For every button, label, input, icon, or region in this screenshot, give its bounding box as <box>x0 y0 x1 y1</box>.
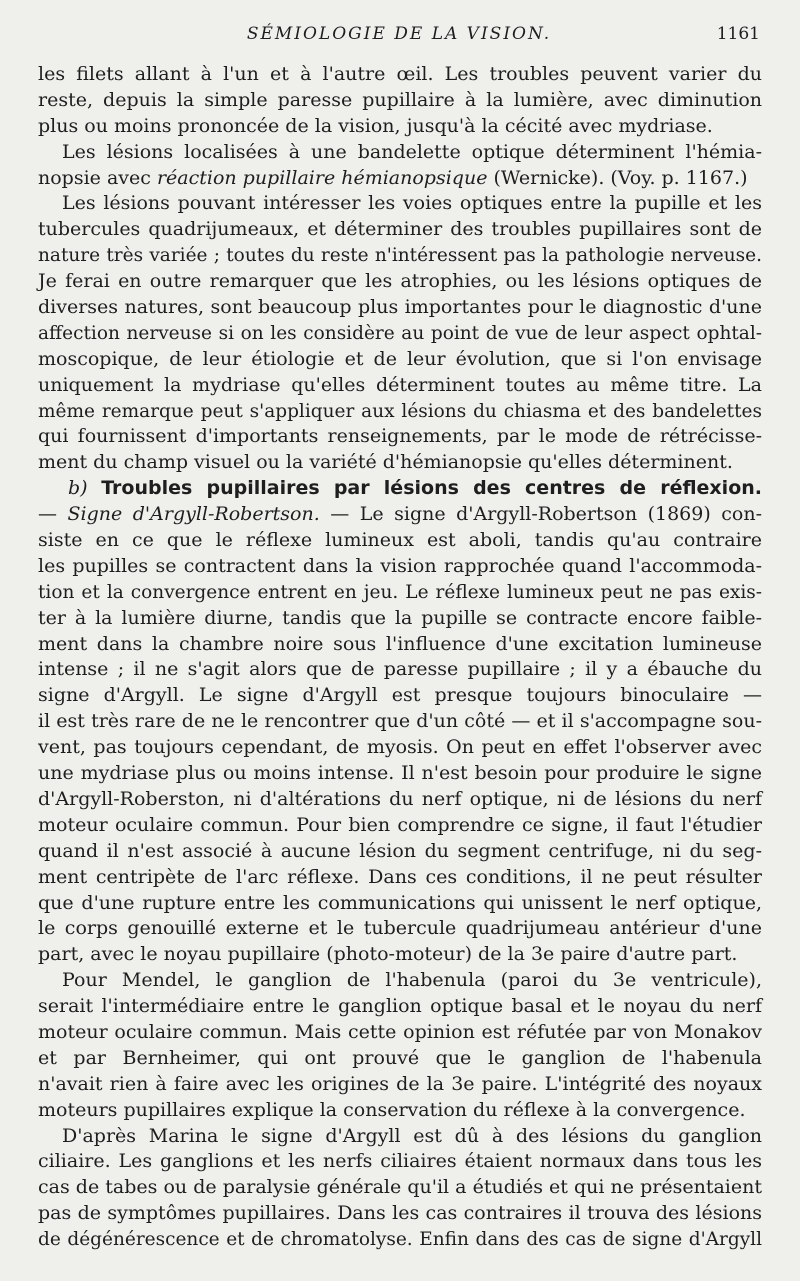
text-line: ter à la lumière diurne, tandis que la pupille se contracte encore faible- <box>38 606 762 629</box>
text-line: moteur oculaire commun. Pour bien comprendre ce signe, il faut l'étudier <box>38 813 762 836</box>
text-line: pas de symptômes pupillaires. Dans les cas contraires il trouva des lésions <box>38 1202 762 1225</box>
text-line: ment dans la chambre noire sous l'influence d'une excitation lumineuse <box>38 632 762 655</box>
text-line: n'avait rien à faire avec les origines de la 3e paire. L'intégrité des noyaux <box>38 1072 762 1095</box>
text-line: serait l'intermédiaire entre le ganglion optique basal et le noyau du nerf <box>38 995 762 1018</box>
text-run: — <box>38 503 68 526</box>
text-line: les pupilles se contractent dans la vision rapprochée quand l'accommoda- <box>38 554 762 577</box>
text-line: vent, pas toujours cependant, de myosis. On peut en effet l'observer avec <box>38 736 762 759</box>
text-line: signe d'Argyll. Le signe d'Argyll est presque toujours binoculaire — <box>38 684 762 707</box>
section-marker: b) <box>68 477 102 500</box>
page-body <box>38 62 762 1253</box>
text-line: Les lésions pouvant intéresser les voies optiques entre la pupille et les <box>62 192 762 215</box>
text-line: ciliaire. Les ganglions et les nerfs ciliaires étaient normaux dans tous les <box>38 1150 762 1173</box>
text-line: siste en ce que le réflexe lumineux est aboli, tandis qu'au contraire <box>38 529 762 552</box>
paragraph <box>38 968 762 1123</box>
text-line: affection nerveuse si on les considère au point de vue de leur aspect ophtal- <box>38 322 762 344</box>
paragraph <box>38 62 762 140</box>
paragraph <box>38 1124 762 1253</box>
text-line: Les lésions localisées à une bandelette optique déterminent l'hémia- <box>62 140 762 163</box>
running-title: SÉMIOLOGIE DE LA VISION. <box>246 24 552 44</box>
text-line: les filets allant à l'un et à l'autre œil. Les troubles peuvent varier du <box>38 63 762 85</box>
text-line: même remarque peut s'appliquer aux lésions du chiasma et des bandelettes <box>38 400 762 422</box>
text-line: nature très variée ; toutes du reste n'intéressent pas la pathologie nerveuse. <box>38 245 762 267</box>
paragraph <box>38 191 762 476</box>
text-line: Pour Mendel, le ganglion de l'habenula (paroi du 3e ventricule), <box>62 969 762 992</box>
page-header <box>38 24 760 54</box>
text-line: que d'une rupture entre les communications qui unissent le nerf optique, <box>38 891 762 914</box>
paragraph <box>38 476 762 968</box>
text-line: intense ; il ne s'agit alors que de paresse pupillaire ; il y a ébauche du <box>38 658 762 681</box>
text-line: reste, depuis la simple paresse pupillaire à la lumière, avec diminution <box>38 88 762 111</box>
text-line: moteurs pupillaires explique la conservation du réflexe à la convergence. <box>38 1098 746 1121</box>
section-heading-line <box>38 476 762 502</box>
text-line: ment du champ visuel ou la variété d'hémianopsie qu'elles déterminent. <box>38 451 733 474</box>
text-line: moscopique, de leur étiologie et de leur évolution, que si l'on envisage <box>38 347 762 370</box>
text-line: uniquement la mydriase qu'elles déterminent toutes au même titre. La <box>38 373 762 396</box>
text-line: et par Bernheimer, qui ont prouvé que le ganglion de l'habenula <box>38 1046 762 1069</box>
italic-term: réaction pupillaire hémianopsique <box>156 166 488 189</box>
text-line: tion et la convergence entrent en jeu. Le réflexe lumineux peut ne pas exis- <box>38 581 762 603</box>
page-number: 1161 <box>716 24 760 44</box>
text-line: qui fournissent d'importants renseignements, par le mode de rétrécisse- <box>38 425 762 448</box>
text-line: le corps genouillé externe et le tubercule quadrijumeau antérieur d'une <box>38 917 762 940</box>
text-line: diverses natures, sont beaucoup plus importantes pour le diagnostic d'une <box>38 296 762 319</box>
text-line: part, avec le noyau pupillaire (photo-moteur) de la 3e paire d'autre part. <box>38 943 738 966</box>
text-line: d'Argyll-Roberston, ni d'altérations du nerf optique, ni de lésions du nerf <box>38 787 762 810</box>
text-run: (Wernicke). (Voy. p. 1167.) <box>487 166 748 189</box>
text-line: il est très rare de ne le rencontrer que d'un côté — et il s'accompagne sou- <box>38 710 762 733</box>
text-line <box>38 502 762 528</box>
text-run: — Le signe d'Argyll-Robertson (1869) con- <box>319 503 762 526</box>
section-heading: Troubles pupillaires par lésions des centres de réflexion. <box>101 477 762 500</box>
text-line: ment centripète de l'arc réflexe. Dans ces conditions, il ne peut résulter <box>38 865 762 888</box>
text-line: D'après Marina le signe d'Argyll est dû à des lésions du ganglion <box>62 1124 762 1147</box>
text-line <box>38 166 762 192</box>
text-line: tubercules quadrijumeaux, et déterminer des troubles pupillaires sont de <box>38 218 762 241</box>
paragraph <box>38 140 762 192</box>
italic-term: Signe d'Argyll-Robertson. <box>67 503 320 526</box>
text-line: de dégénérescence et de chromatolyse. Enfin dans des cas de signe d'Argyll <box>38 1229 762 1251</box>
text-line: cas de tabes ou de paralysie générale qu'il a étudiés et qui ne présentaient <box>38 1176 762 1199</box>
text-run: nopsie avec <box>38 166 157 189</box>
text-line: quand il n'est associé à aucune lésion du segment centrifuge, ni du seg- <box>38 839 762 862</box>
text-line: Je ferai en outre remarquer que les atrophies, ou les lésions optiques de <box>38 270 762 293</box>
text-line: une mydriase plus ou moins intense. Il n'est besoin pour produire le signe <box>38 762 762 785</box>
text-line: plus ou moins prononcée de la vision, jusqu'à la cécité avec mydriase. <box>38 114 713 137</box>
text-line: moteur oculaire commun. Mais cette opinion est réfutée par von Monakov <box>38 1020 762 1043</box>
